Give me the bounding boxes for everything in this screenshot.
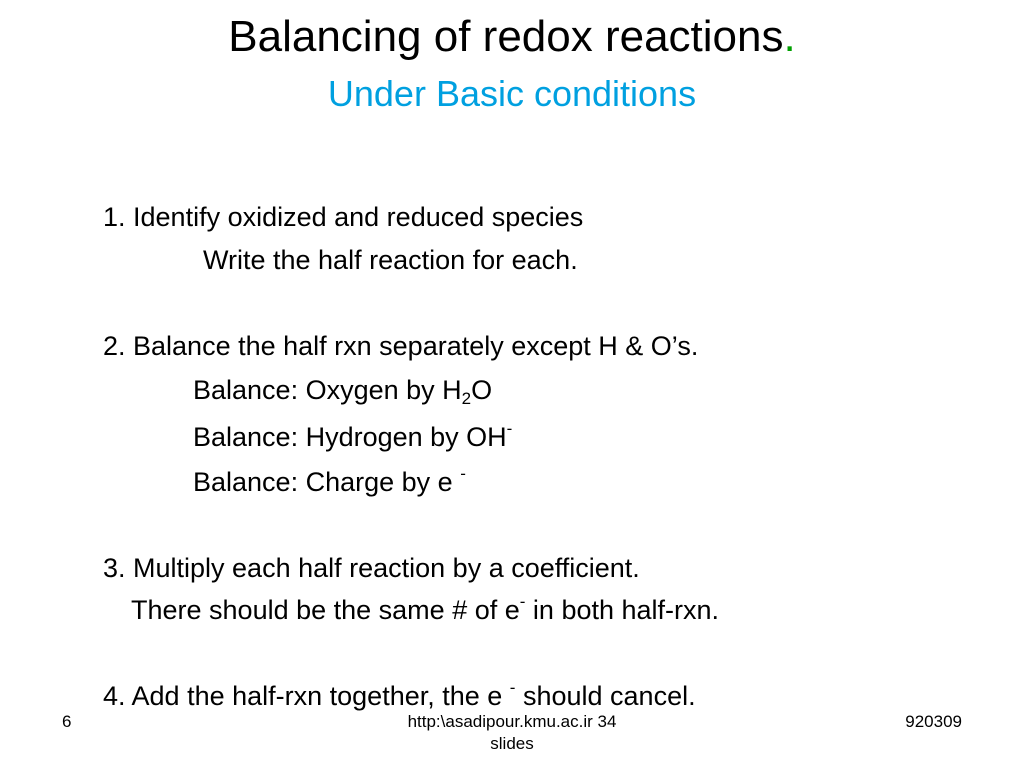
step-2-hydrogen-text: Balance: Hydrogen by OH bbox=[193, 422, 507, 452]
step-4-text: 4. Add the half-rxn together, the e bbox=[103, 681, 503, 711]
step-1: 1. Identify oxidized and reduced species bbox=[103, 202, 584, 232]
step-4 bbox=[103, 680, 696, 712]
step-2-oxygen-suffix: O bbox=[471, 375, 493, 405]
slide-title-dot: . bbox=[783, 12, 796, 61]
step-1-detail: Write the half reaction for each. bbox=[203, 245, 578, 275]
footer-source-slides: slides bbox=[490, 734, 534, 753]
footer-slide-number: 6 bbox=[62, 712, 72, 731]
step-2-oxygen-subscript: 2 bbox=[461, 389, 472, 408]
slide-title-text: Balancing of redox reactions bbox=[228, 12, 784, 61]
slide-title bbox=[0, 12, 1024, 62]
step-2-charge-superscript: - bbox=[460, 464, 466, 483]
step-3-detail bbox=[131, 594, 719, 626]
step-4-superscript: - bbox=[509, 678, 516, 697]
step-4-suffix: should cancel. bbox=[515, 681, 696, 711]
step-2-charge-text: Balance: Charge by e bbox=[193, 467, 453, 497]
step-3-detail-suffix: in both half-rxn. bbox=[525, 595, 720, 625]
step-2-hydrogen bbox=[193, 421, 512, 453]
footer-date-code: 920309 bbox=[905, 712, 962, 731]
step-2-oxygen-text: Balance: Oxygen by H bbox=[193, 375, 462, 405]
footer-source-url: http:\asadipour.kmu.ac.ir 34 bbox=[407, 712, 617, 731]
step-3-detail-text: There should be the same # of e bbox=[131, 595, 520, 625]
footer-source bbox=[362, 711, 662, 755]
slide-subtitle: Under Basic conditions bbox=[327, 73, 697, 114]
step-2: 2. Balance the half rxn separately except H & O’s. bbox=[103, 331, 699, 361]
step-2-hydrogen-superscript: - bbox=[506, 419, 513, 438]
step-3: 3. Multiply each half reaction by a coefficient. bbox=[103, 553, 640, 583]
step-2-charge bbox=[193, 466, 466, 498]
step-3-detail-superscript: - bbox=[519, 592, 526, 611]
step-2-oxygen bbox=[193, 374, 492, 406]
